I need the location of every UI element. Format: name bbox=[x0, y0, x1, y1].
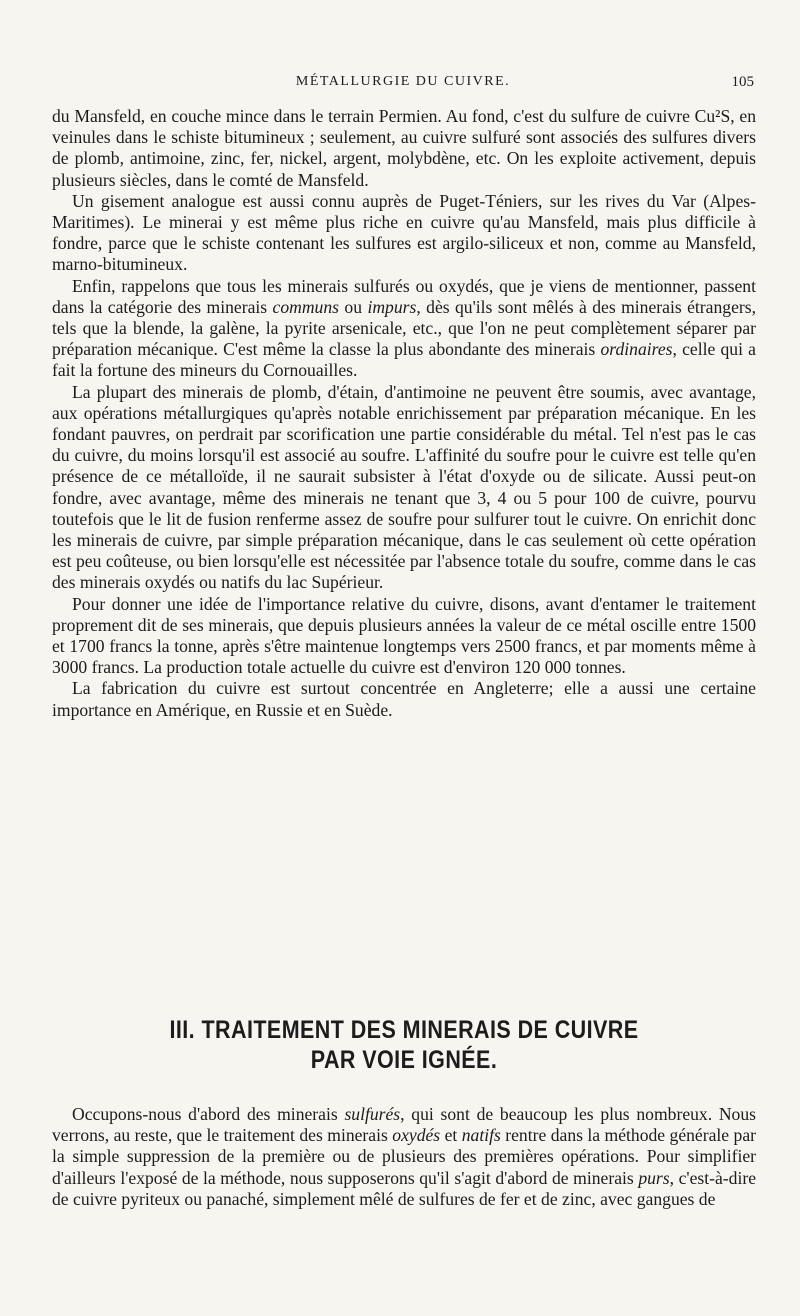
section-heading-line-1: III. TRAITEMENT DES MINERAIS DE CUIVRE bbox=[169, 1016, 639, 1044]
paragraph-minerais-communs bbox=[52, 276, 756, 382]
paragraph-preparation-mecanique: La plupart des minerais de plomb, d'étain, d'antimoine ne peuvent être soumis, avec avantage, aux opérations métallurgiques qu'après notable enrichissement par préparation mécanique. En les fondant pauvres, on perdrait par scorification une partie considérable du métal. Tel n'est pas le cas du cuivre, du moins lorsqu'il est associé au soufre. L'affinité du soufre pour le cuivre est telle qu'en présence de ce métalloïde, il ne saurait subsister à l'état d'oxyde ou de silicate. Aussi peut-on fondre, avec avantage, même des minerais ne tenant que 3, 4 ou 5 pour 100 de cuivre, pourvu toutefois que le lit de fusion renferme assez de soufre pour sulfurer tout le cuivre. On enrichit donc les minerais de cuivre, par simple préparation mécanique, dans le cas seulement où cette opération est peu coûteuse, ou bien lorsqu'elle est nécessitée par l'absence totale du soufre, comme dans le cas des minerais oxydés ou natifs du lac Supérieur. bbox=[52, 381, 756, 593]
body-text bbox=[52, 106, 756, 721]
text-run: , c'est-à-dire de cuivre pyriteux ou panaché, simplement mêlé de sulfures de fer et de zinc, avec gangues de bbox=[52, 1167, 757, 1209]
running-head bbox=[52, 74, 754, 96]
paragraph-valeur-cuivre: Pour donner une idée de l'importance relative du cuivre, disons, avant d'entamer le traitement proprement dit de ses minerais, que depuis plusieurs années la valeur de ce métal oscille entre 1500 et 1700 francs la tonne, après s'être maintenue longtemps vers 2500 francs, et par moments même à 3000 francs. La production totale actuelle du cuivre est d'environ 120 000 tonnes. bbox=[52, 593, 756, 678]
emphasis-purs: purs bbox=[638, 1167, 670, 1188]
text-run: et bbox=[440, 1125, 462, 1146]
section-heading bbox=[101, 1015, 706, 1075]
paragraph-fabrication: La fabrication du cuivre est surtout concentrée en Angleterre; elle a aussi une certaine importance en Amérique, en Russie et en Suède. bbox=[52, 678, 756, 720]
text-run: , dès qu'ils sont mêlés à des minerais étrangers, tels que la blende, la galène, la pyrite arsenicale, etc., que l'on ne peut complètement séparer par préparation mécanique. C'est même la classe la plus abondante des minerais bbox=[52, 296, 756, 360]
emphasis-oxydes: oxydés bbox=[392, 1125, 441, 1146]
page-number: 105 bbox=[731, 74, 754, 90]
text-run: ou bbox=[339, 296, 368, 317]
emphasis-ordinaires: ordinaires bbox=[600, 339, 673, 360]
section-text bbox=[52, 1104, 756, 1210]
emphasis-impurs: impurs bbox=[367, 296, 417, 317]
running-title: MÉTALLURGIE DU CUIVRE. bbox=[295, 74, 511, 89]
section-heading-line-2: PAR VOIE IGNÉE. bbox=[310, 1046, 498, 1074]
text-run: Enfin, rappelons que tous les minerais sulfurés ou oxydés, que je viens de mentionner, passent dans la catégorie des minerais bbox=[52, 275, 756, 317]
text-run: Occupons-nous d'abord des minerais bbox=[72, 1104, 345, 1124]
text-run: rentre dans la méthode générale par la simple suppression de la première ou de plusieurs des premières opérations. Pour simplifier d'ailleurs l'exposé de la méthode, nous supposerons qu'il s'agit d'abord de minerais bbox=[52, 1125, 756, 1188]
emphasis-communs: communs bbox=[272, 296, 339, 317]
paragraph-minerais-sulfures bbox=[52, 1104, 756, 1210]
text-run: , qui sont de beaucoup les plus nombreux. Nous verrons, au reste, que le traitement des minerais bbox=[52, 1104, 756, 1146]
emphasis-natifs: natifs bbox=[461, 1125, 501, 1146]
emphasis-sulfures: sulfurés bbox=[344, 1104, 401, 1124]
paragraph-puget-teniers: Un gisement analogue est aussi connu auprès de Puget-Téniers, sur les rives du Var (Alpes-Maritimes). Le minerai y est même plus riche en cuivre qu'au Mansfeld, mais plus difficile à fondre, parce que le schiste contenant les sulfures est argilo-siliceux et non, comme au Mansfeld, marno-bitumineux. bbox=[52, 190, 756, 275]
text-run: , celle qui a fait la fortune des mineurs du Cornouailles. bbox=[52, 339, 756, 381]
paragraph-mansfeld: du Mansfeld, en couche mince dans le terrain Permien. Au fond, c'est du sulfure de cuivre Cu²S, en veinules dans le schiste bitumineux ; seulement, au cuivre sulfuré sont associés des sulfures divers de plomb, antimoine, zinc, fer, nickel, argent, molybdène, etc. On les exploite activement, depuis plusieurs siècles, dans le comté de Mansfeld. bbox=[52, 106, 756, 190]
